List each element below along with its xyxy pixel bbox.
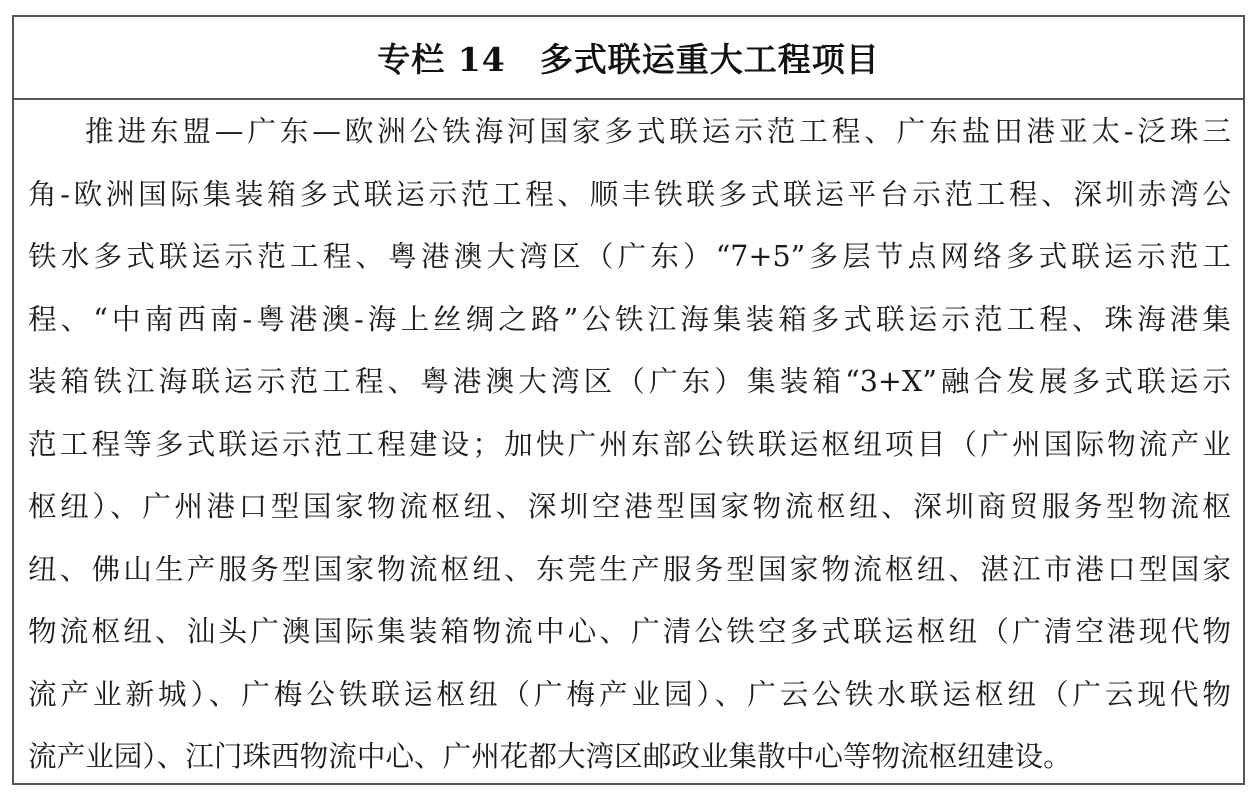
column-body [14,100,1243,788]
paragraph-line: 铁水多式联运示范工程、粤港澳大湾区（广东）“7+5”多层节点网络多式联运示范工 [28,239,1231,273]
column-box [12,15,1245,785]
column-header [14,17,1243,100]
paragraph-line: 范工程等多式联运示范工程建设；加快广州东部公铁联运枢纽项目（广州国际物流产业 [28,426,1231,461]
paragraph-line: 纽、佛山生产服务型国家物流枢纽、东莞生产服务型国家物流枢纽、湛江市港口型国家 [28,551,1231,586]
paragraph-line: 流产业新城）、广梅公铁联运枢纽（广梅产业园）、广云公铁水联运枢纽（广云现代物 [28,676,1231,711]
paragraph-line: 推进东盟—广东—欧洲公铁海河国家多式联运示范工程、广东盐田港亚太-泛珠三 [85,114,1231,148]
paragraph-line: 装箱铁江海联运示范工程、粤港澳大湾区（广东）集装箱“3+X”融合发展多式联运示 [28,364,1231,398]
column-title: 专栏 14 多式联运重大工程项目 [377,40,880,79]
paragraph-line: 程、“中南西南-粤港澳-海上丝绸之路”公铁江海集装箱多式联运示范工程、珠海港集 [28,301,1231,336]
paragraph-line: 角-欧洲国际集装箱多式联运示范工程、顺丰铁联多式联运平台示范工程、深圳赤湾公 [28,176,1231,211]
paragraph-line: 物流枢纽、汕头广澳国际集装箱物流中心、广清公铁空多式联运枢纽（广清空港现代物 [28,614,1231,648]
paragraph-line: 流产业园）、江门珠西物流中心、广州花都大湾区邮政业集散中心等物流枢纽建设。 [28,739,1072,773]
paragraph-line: 枢纽）、广州港口型国家物流枢纽、深圳空港型国家物流枢纽、深圳商贸服务型物流枢 [28,489,1231,523]
